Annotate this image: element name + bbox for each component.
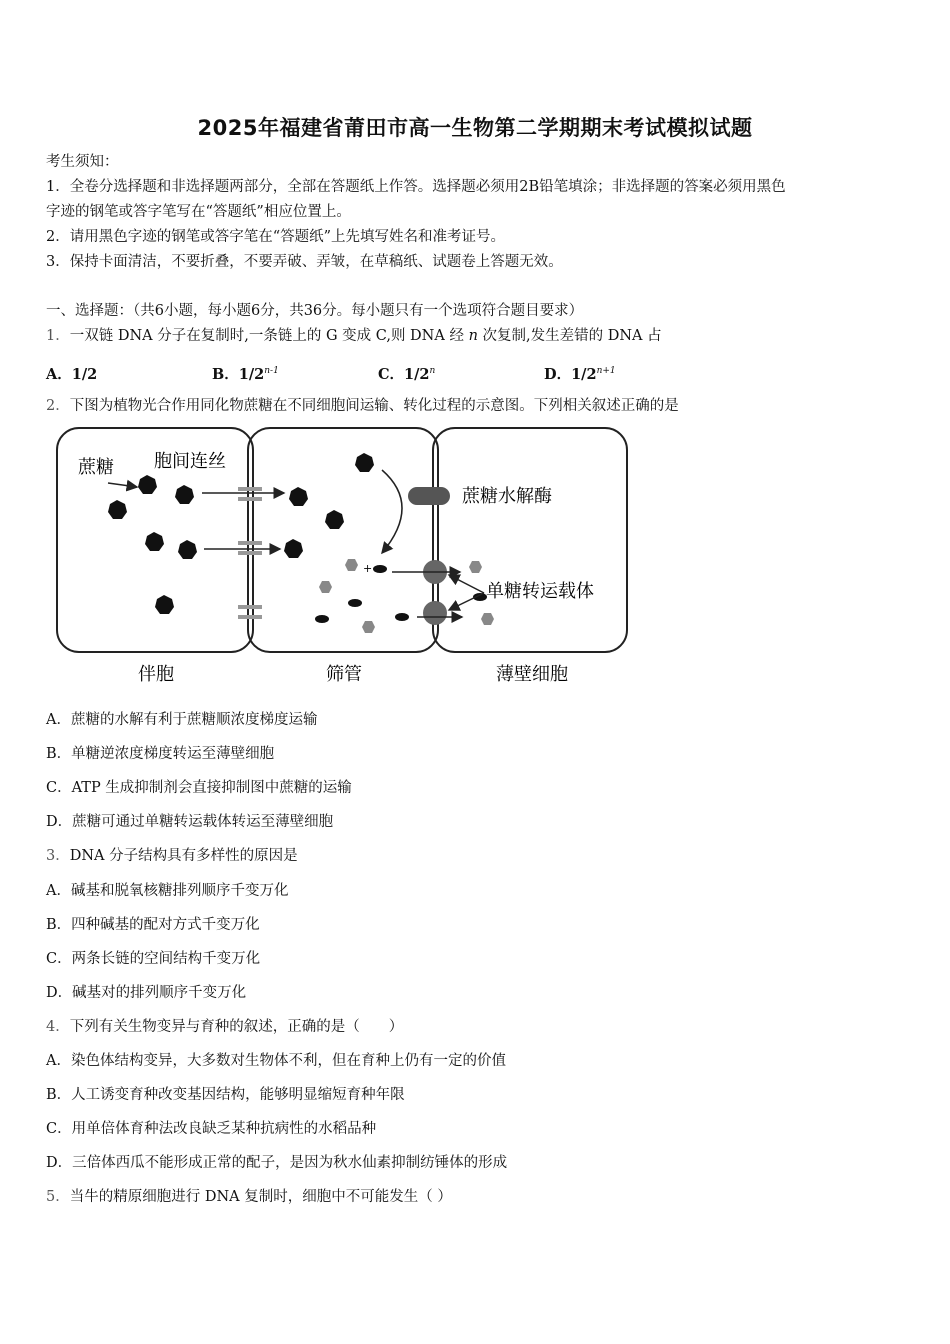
option-a: A．碱基和脱氧核糖排列顺序千变万化	[46, 883, 289, 899]
option-c: C．用单倍体育种法改良缺乏某种抗病性的水稻品种	[46, 1121, 377, 1137]
label-parenchyma-cell: 薄壁细胞	[496, 664, 568, 685]
option-b: B．人工诱变育种改变基因结构，能够明显缩短育种年限	[46, 1087, 405, 1103]
fructose-molecules	[315, 565, 487, 623]
question-text: 一双链 DNA 分子在复制时,一条链上的 G 变成 C,则 DNA 经	[69, 328, 469, 344]
label-sucrose: 蔗糖	[78, 457, 114, 478]
variable-n: n	[468, 328, 478, 344]
label-companion-cell: 伴胞	[138, 664, 174, 685]
option-d: D．碱基对的排列顺序千变万化	[46, 985, 247, 1001]
option-c: C．ATP 生成抑制剂会直接抑制图中蔗糖的运输	[46, 780, 352, 796]
question-number: 2．	[46, 398, 70, 414]
question-text: DNA 分子结构具有多样性的原因是	[69, 848, 298, 864]
option-d: D．三倍体西瓜不能形成正常的配子，是因为秋水仙素抑制纺锤体的形成	[46, 1155, 508, 1171]
sieve-tube	[248, 428, 438, 652]
sucrose-transport-figure	[52, 425, 634, 687]
option-a: A．蔗糖的水解有利于蔗糖顺浓度梯度运输	[46, 712, 318, 728]
notice-item: 2．请用黑色字迹的钢笔或答字笔在“答题纸”上先填写姓名和准考证号。	[46, 229, 506, 245]
question-3	[46, 846, 910, 866]
option-b: B．四种碱基的配对方式千变万化	[46, 917, 260, 933]
glucose-molecules	[319, 559, 494, 633]
question-text: 下图为植物光合作用同化物蔗糖在不同细胞间运输、转化过程的示意图。下列相关叙述正确的是	[69, 398, 679, 414]
option-a: A．染色体结构变异，大多数对生物体不利，但在育种上仍有一定的价值	[46, 1053, 506, 1069]
notice-item: 1．全卷分选择题和非选择题两部分，全部在答题纸上作答。选择题必须用2B铅笔填涂；非选择题的答案必须用黑色	[46, 179, 786, 195]
question-number: 1．	[46, 328, 70, 344]
question-number: 3．	[46, 848, 70, 864]
plasmodesmata	[238, 487, 262, 619]
notice-heading: 考生须知：	[46, 154, 119, 170]
question-text: 当牛的精原细胞进行 DNA 复制时，细胞中不可能发生（ ）	[69, 1189, 452, 1205]
option-b: B．单糖逆浓度梯度转运至薄壁细胞	[46, 746, 275, 762]
option-d: D．$1/2^{n+1}$	[544, 365, 616, 383]
question-number: 4．	[46, 1019, 70, 1035]
page-title: 2025年福建省莆田市高一生物第二学期期末考试模拟试题	[197, 116, 753, 140]
question-1-options	[46, 361, 910, 385]
label-plus: +	[363, 562, 373, 575]
label-sieve-tube: 筛管	[326, 664, 362, 685]
monosaccharide-carrier	[423, 601, 447, 625]
section-heading: 一、选择题：（共6小题，每小题6分，共36分。每小题只有一个选项符合题目要求）	[46, 303, 584, 319]
sucrose-molecules	[108, 453, 374, 614]
question-1	[46, 326, 910, 346]
question-4	[46, 1017, 910, 1037]
question-text: 下列有关生物变异与育种的叙述，正确的是（ ）	[69, 1019, 404, 1035]
label-carrier: 单糖转运载体	[486, 581, 594, 602]
option-c: C．两条长链的空间结构千变万化	[46, 951, 261, 967]
question-number: 5．	[46, 1189, 70, 1205]
invertase-enzyme	[408, 487, 450, 505]
notice-item: 字迹的钢笔或答字笔写在“答题纸”相应位置上。	[46, 204, 351, 220]
parenchyma-cell	[433, 428, 627, 652]
question-2	[46, 396, 910, 416]
option-c: C．1/2$^n$	[378, 365, 436, 383]
notice-item: 3．保持卡面清洁，不要折叠，不要弄破、弄皱，在草稿纸、试题卷上答题无效。	[46, 254, 563, 270]
label-plasmodesmata: 胞间连丝	[154, 451, 226, 472]
option-a: A．1/2	[46, 365, 98, 383]
question-text: 次复制,发生差错的 DNA 占	[477, 328, 662, 344]
option-b: B．1/2$^{n-1}$	[212, 365, 279, 383]
option-d: D．蔗糖可通过单糖转运载体转运至薄壁细胞	[46, 814, 334, 830]
label-invertase: 蔗糖水解酶	[462, 486, 552, 507]
question-5	[46, 1187, 910, 1207]
